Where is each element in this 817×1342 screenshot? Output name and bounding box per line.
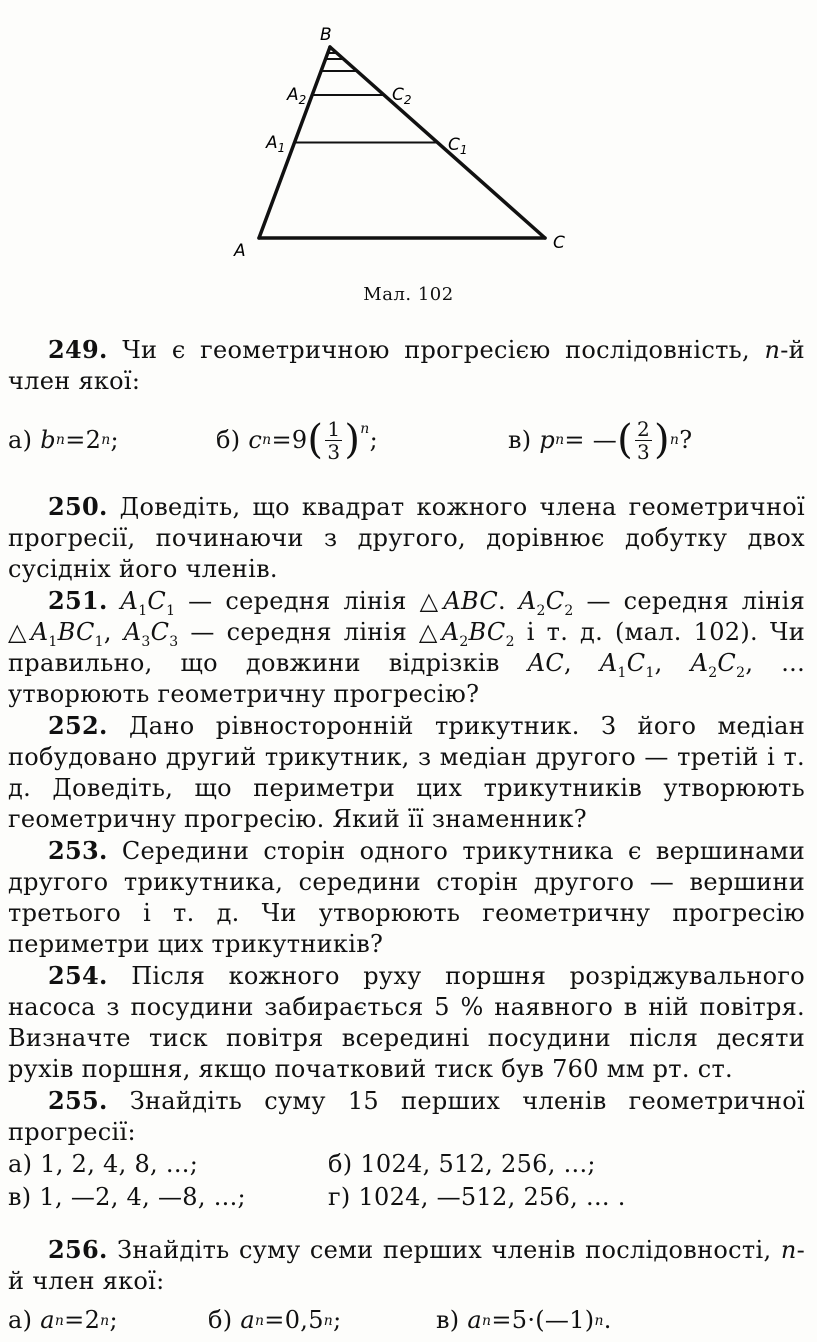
math-var: p (539, 425, 556, 454)
exercise-255-options-row1 (8, 1148, 805, 1181)
exercise-text: Знайдіть суму 15 перших членів геометричної прогресії: (8, 1087, 805, 1146)
math-end: ? (679, 425, 693, 454)
exercise-249 (8, 334, 805, 397)
exercise-256 (8, 1234, 805, 1297)
option-label: б) (216, 425, 241, 454)
vertex-label-c2: $C_2$ (392, 85, 412, 107)
vertex-label-a2: $A_2$ (287, 85, 307, 107)
math-sub: n (555, 432, 565, 448)
vertex-label-c: C (553, 233, 565, 253)
option-b: б) a n =0,5 n ; (208, 1306, 342, 1334)
math-var: a (40, 1306, 55, 1334)
math-var: c (248, 425, 263, 454)
math-eq: =9 (271, 425, 308, 454)
vertex-label-c1: $C_1$ (448, 135, 468, 157)
exercise-255-options-row2 (8, 1181, 805, 1214)
option-a: а) b n =2 n ; (8, 425, 119, 454)
option-label: б) (208, 1306, 233, 1334)
math-var: a (240, 1306, 255, 1334)
option-c: в) a n =5·(—1) n . (436, 1306, 612, 1334)
math-end: ; (369, 425, 378, 454)
math-end: ; (110, 425, 119, 454)
math-var: a (467, 1306, 483, 1334)
exercise-list (8, 334, 805, 1336)
exercise-text: Дано рівносторонній трикутник. З його медіан побудовано другий трикутник, з медіан другого — третій і т. д. Доведіть, що периметри цих трикутників утворюють геометричну прогресію. Який її знаменник? (8, 712, 805, 833)
vertex-label-a: A (234, 241, 246, 261)
math-eq: =2 (65, 425, 102, 454)
exercise-text-2: -й член якої: (8, 336, 805, 395)
option-c: в) p n = — ( $\frac{2}{3}$ ) n ? (508, 416, 693, 464)
vertex-label-b: B (320, 25, 332, 45)
option-c: в) 1, —2, 4, —8, ...; (8, 1183, 246, 1211)
exercise-text: Після кожного руху поршня розріджувального насоса з посудини забирається 5 % наявного в ній повітря. Визначте тиск повітря всередині посудини після десяти рухів поршня, якщо початковий тиск був 760 мм рт. ст. (8, 962, 806, 1083)
triangle-figure (0, 0, 817, 320)
exercise-text-2: -й член якої: (8, 1236, 805, 1295)
fraction: $\frac{1}{3}$ (327, 416, 341, 464)
exercise-text: Чи є геометричною прогресією послідовність, (122, 336, 750, 364)
option-label: в) (436, 1306, 460, 1334)
math-sub: n (262, 432, 272, 448)
option-a: а) a n =2 n ; (8, 1306, 118, 1334)
exercise-number: 255. (48, 1086, 108, 1115)
vertex-label-a1: $A_1$ (266, 133, 286, 155)
exercise-text: Середини сторін одного трикутника є вершинами другого трикутника, середини сторін другого — вершини третього і т. д. Чи утворюють геометричну прогресію периметри цих трикутників? (8, 837, 805, 958)
exercise-251: 251. $A_1C_1$ — середня лінія △ABC. $A_2C_2$ — середня лінія $\triangle A_1BC_1$, $A_3C_3$ — середня лінія $\triangle A_2BC_2$ і т. д. (мал. 102). Чи правильно, що довжини відрізків AC, $A_1C_1$, $A_2C_2$, ... утворюють геометричну прогресію? (8, 586, 806, 708)
figure-caption: Мал. 102 (363, 284, 454, 305)
math-eq: = — (564, 425, 618, 454)
option-b: б) c n =9 ( $\frac{1}{3}$ ) n ; (216, 416, 378, 464)
exercise-number: 249. (48, 335, 108, 364)
exercise-256-options (8, 1305, 805, 1336)
exercise-number: 251. (48, 586, 108, 615)
exercise-text: Знайдіть суму семи перших членів послідовності, (117, 1236, 772, 1264)
exercise-250 (8, 491, 805, 585)
option-label: а) (8, 1306, 33, 1334)
math-n: n (764, 336, 781, 364)
exercise-253 (8, 835, 805, 960)
exercise-252 (8, 710, 805, 835)
exercise-number: 254. (48, 961, 108, 990)
option-d: г) 1024, —512, 256, ... . (328, 1183, 626, 1211)
exercise-number: 256. (48, 1235, 108, 1264)
exercise-249-options (8, 411, 805, 469)
exercise-number: 253. (48, 836, 108, 865)
math-n: n (780, 1236, 797, 1264)
option-a: а) 1, 2, 4, 8, ...; (8, 1150, 199, 1178)
exercise-254 (8, 960, 805, 1085)
exercise-number: 250. (48, 492, 108, 521)
exercise-number: 252. (48, 711, 108, 740)
math-var: b (40, 425, 56, 454)
option-b: б) 1024, 512, 256, ...; (328, 1150, 596, 1178)
exercise-text: Доведіть, що квадрат кожного члена геометричної прогресії, починаючи з другого, дорівнює добутку двох сусідніх його членів. (8, 493, 805, 583)
option-label: в) (508, 425, 532, 454)
option-label: а) (8, 425, 33, 454)
fraction: $\frac{2}{3}$ (636, 416, 650, 464)
exercise-255 (8, 1085, 805, 1148)
math-sub: n (55, 432, 66, 448)
